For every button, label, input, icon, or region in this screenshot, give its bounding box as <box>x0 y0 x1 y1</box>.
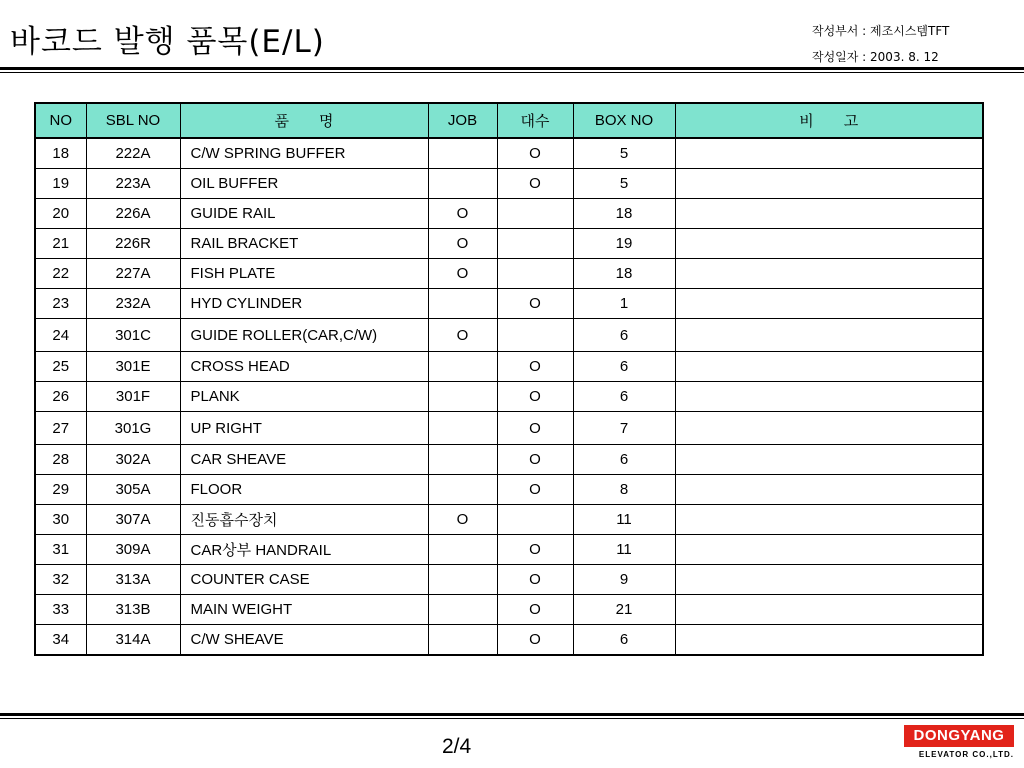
table-row <box>35 259 983 289</box>
col-header-item-name: 품 명 <box>180 103 428 138</box>
cell-item-name: CROSS HEAD <box>180 352 428 382</box>
cell-item-name: OIL BUFFER <box>180 169 428 199</box>
cell-remarks <box>675 505 983 535</box>
cell-box-no: 1 <box>573 289 675 319</box>
cell-sbl-no: 227A <box>86 259 180 289</box>
table-header-row <box>35 103 983 138</box>
cell-qty: O <box>497 475 573 505</box>
logo-wordmark: DONGYANG <box>904 725 1014 747</box>
table-row <box>35 229 983 259</box>
cell-box-no: 6 <box>573 319 675 352</box>
cell-item-name: 진동흡수장치 <box>180 505 428 535</box>
cell-box-no: 7 <box>573 412 675 445</box>
cell-box-no: 6 <box>573 445 675 475</box>
header-divider-thin <box>0 72 1024 73</box>
cell-box-no: 5 <box>573 169 675 199</box>
table-row <box>35 445 983 475</box>
cell-job: O <box>428 505 497 535</box>
cell-job: O <box>428 319 497 352</box>
cell-sbl-no: 302A <box>86 445 180 475</box>
cell-job <box>428 412 497 445</box>
cell-item-name: FISH PLATE <box>180 259 428 289</box>
cell-sbl-no: 314A <box>86 625 180 656</box>
cell-job <box>428 475 497 505</box>
table-row <box>35 352 983 382</box>
cell-box-no: 6 <box>573 352 675 382</box>
col-header-job: JOB <box>428 103 497 138</box>
cell-remarks <box>675 138 983 169</box>
cell-sbl-no: 307A <box>86 505 180 535</box>
cell-job <box>428 352 497 382</box>
cell-item-name: CAR SHEAVE <box>180 445 428 475</box>
cell-box-no: 6 <box>573 382 675 412</box>
cell-qty: O <box>497 445 573 475</box>
cell-job: O <box>428 229 497 259</box>
cell-sbl-no: 301G <box>86 412 180 445</box>
cell-remarks <box>675 259 983 289</box>
table-row <box>35 565 983 595</box>
cell-no: 26 <box>35 382 86 412</box>
cell-job <box>428 382 497 412</box>
cell-qty <box>497 229 573 259</box>
cell-item-name: RAIL BRACKET <box>180 229 428 259</box>
cell-sbl-no: 301E <box>86 352 180 382</box>
table-row <box>35 505 983 535</box>
cell-sbl-no: 226A <box>86 199 180 229</box>
table-row <box>35 382 983 412</box>
cell-box-no: 9 <box>573 565 675 595</box>
cell-sbl-no: 223A <box>86 169 180 199</box>
cell-remarks <box>675 535 983 565</box>
page-number: 2/4 <box>442 735 472 758</box>
table-row <box>35 169 983 199</box>
author-date: 작성일자 : 2003. 8. 12 <box>812 50 939 64</box>
cell-qty: O <box>497 138 573 169</box>
logo-subtitle: ELEVATOR CO.,LTD. <box>918 750 1014 759</box>
cell-no: 30 <box>35 505 86 535</box>
page-title: 바코드 발행 품목(E/L) <box>10 24 325 60</box>
cell-box-no: 21 <box>573 595 675 625</box>
table-row <box>35 199 983 229</box>
cell-item-name: COUNTER CASE <box>180 565 428 595</box>
cell-job <box>428 138 497 169</box>
cell-job <box>428 565 497 595</box>
author-dept: 작성부서 : 제조시스템TFT <box>812 24 950 38</box>
cell-sbl-no: 309A <box>86 535 180 565</box>
cell-remarks <box>675 169 983 199</box>
company-logo <box>904 725 1014 761</box>
cell-qty: O <box>497 382 573 412</box>
cell-sbl-no: 301F <box>86 382 180 412</box>
cell-qty <box>497 319 573 352</box>
cell-sbl-no: 226R <box>86 229 180 259</box>
table-row <box>35 289 983 319</box>
cell-job <box>428 535 497 565</box>
cell-item-name: C/W SHEAVE <box>180 625 428 656</box>
cell-sbl-no: 301C <box>86 319 180 352</box>
cell-remarks <box>675 352 983 382</box>
cell-sbl-no: 232A <box>86 289 180 319</box>
table-row <box>35 595 983 625</box>
table-row <box>35 625 983 656</box>
cell-qty: O <box>497 412 573 445</box>
cell-job: O <box>428 199 497 229</box>
cell-qty: O <box>497 289 573 319</box>
cell-job <box>428 595 497 625</box>
col-header-no: NO <box>35 103 86 138</box>
cell-job <box>428 625 497 656</box>
cell-no: 19 <box>35 169 86 199</box>
header-divider-thick <box>0 67 1024 70</box>
cell-remarks <box>675 289 983 319</box>
cell-remarks <box>675 229 983 259</box>
cell-sbl-no: 313A <box>86 565 180 595</box>
table-row <box>35 535 983 565</box>
cell-qty: O <box>497 169 573 199</box>
cell-sbl-no: 222A <box>86 138 180 169</box>
cell-qty <box>497 505 573 535</box>
table-row <box>35 138 983 169</box>
cell-no: 18 <box>35 138 86 169</box>
cell-no: 28 <box>35 445 86 475</box>
cell-item-name: GUIDE ROLLER(CAR,C/W) <box>180 319 428 352</box>
cell-box-no: 11 <box>573 535 675 565</box>
cell-job: O <box>428 259 497 289</box>
cell-sbl-no: 313B <box>86 595 180 625</box>
cell-item-name: HYD CYLINDER <box>180 289 428 319</box>
cell-no: 22 <box>35 259 86 289</box>
cell-item-name: GUIDE RAIL <box>180 199 428 229</box>
cell-job <box>428 169 497 199</box>
cell-no: 20 <box>35 199 86 229</box>
cell-remarks <box>675 475 983 505</box>
cell-no: 33 <box>35 595 86 625</box>
cell-job <box>428 445 497 475</box>
cell-no: 23 <box>35 289 86 319</box>
cell-qty <box>497 199 573 229</box>
cell-no: 24 <box>35 319 86 352</box>
cell-remarks <box>675 199 983 229</box>
cell-qty: O <box>497 535 573 565</box>
barcode-items-table <box>34 102 984 656</box>
table-row <box>35 412 983 445</box>
cell-qty: O <box>497 565 573 595</box>
cell-remarks <box>675 565 983 595</box>
cell-no: 31 <box>35 535 86 565</box>
cell-qty: O <box>497 625 573 656</box>
footer-divider-thick <box>0 713 1024 716</box>
cell-box-no: 19 <box>573 229 675 259</box>
cell-remarks <box>675 382 983 412</box>
cell-remarks <box>675 625 983 656</box>
cell-box-no: 18 <box>573 199 675 229</box>
cell-sbl-no: 305A <box>86 475 180 505</box>
col-header-remarks: 비 고 <box>675 103 983 138</box>
cell-no: 25 <box>35 352 86 382</box>
cell-qty <box>497 259 573 289</box>
cell-qty: O <box>497 595 573 625</box>
cell-item-name: UP RIGHT <box>180 412 428 445</box>
cell-box-no: 5 <box>573 138 675 169</box>
cell-no: 29 <box>35 475 86 505</box>
table-row <box>35 475 983 505</box>
cell-box-no: 18 <box>573 259 675 289</box>
table-row <box>35 319 983 352</box>
cell-item-name: FLOOR <box>180 475 428 505</box>
cell-remarks <box>675 412 983 445</box>
cell-no: 32 <box>35 565 86 595</box>
cell-remarks <box>675 595 983 625</box>
cell-no: 27 <box>35 412 86 445</box>
col-header-box-no: BOX NO <box>573 103 675 138</box>
cell-job <box>428 289 497 319</box>
cell-item-name: CAR상부 HANDRAIL <box>180 535 428 565</box>
cell-item-name: PLANK <box>180 382 428 412</box>
cell-box-no: 6 <box>573 625 675 656</box>
cell-remarks <box>675 445 983 475</box>
cell-box-no: 11 <box>573 505 675 535</box>
cell-qty: O <box>497 352 573 382</box>
cell-item-name: C/W SPRING BUFFER <box>180 138 428 169</box>
col-header-sbl-no: SBL NO <box>86 103 180 138</box>
footer-divider-thin <box>0 718 1024 719</box>
cell-remarks <box>675 319 983 352</box>
cell-item-name: MAIN WEIGHT <box>180 595 428 625</box>
col-header-qty: 대수 <box>497 103 573 138</box>
cell-box-no: 8 <box>573 475 675 505</box>
cell-no: 34 <box>35 625 86 656</box>
cell-no: 21 <box>35 229 86 259</box>
